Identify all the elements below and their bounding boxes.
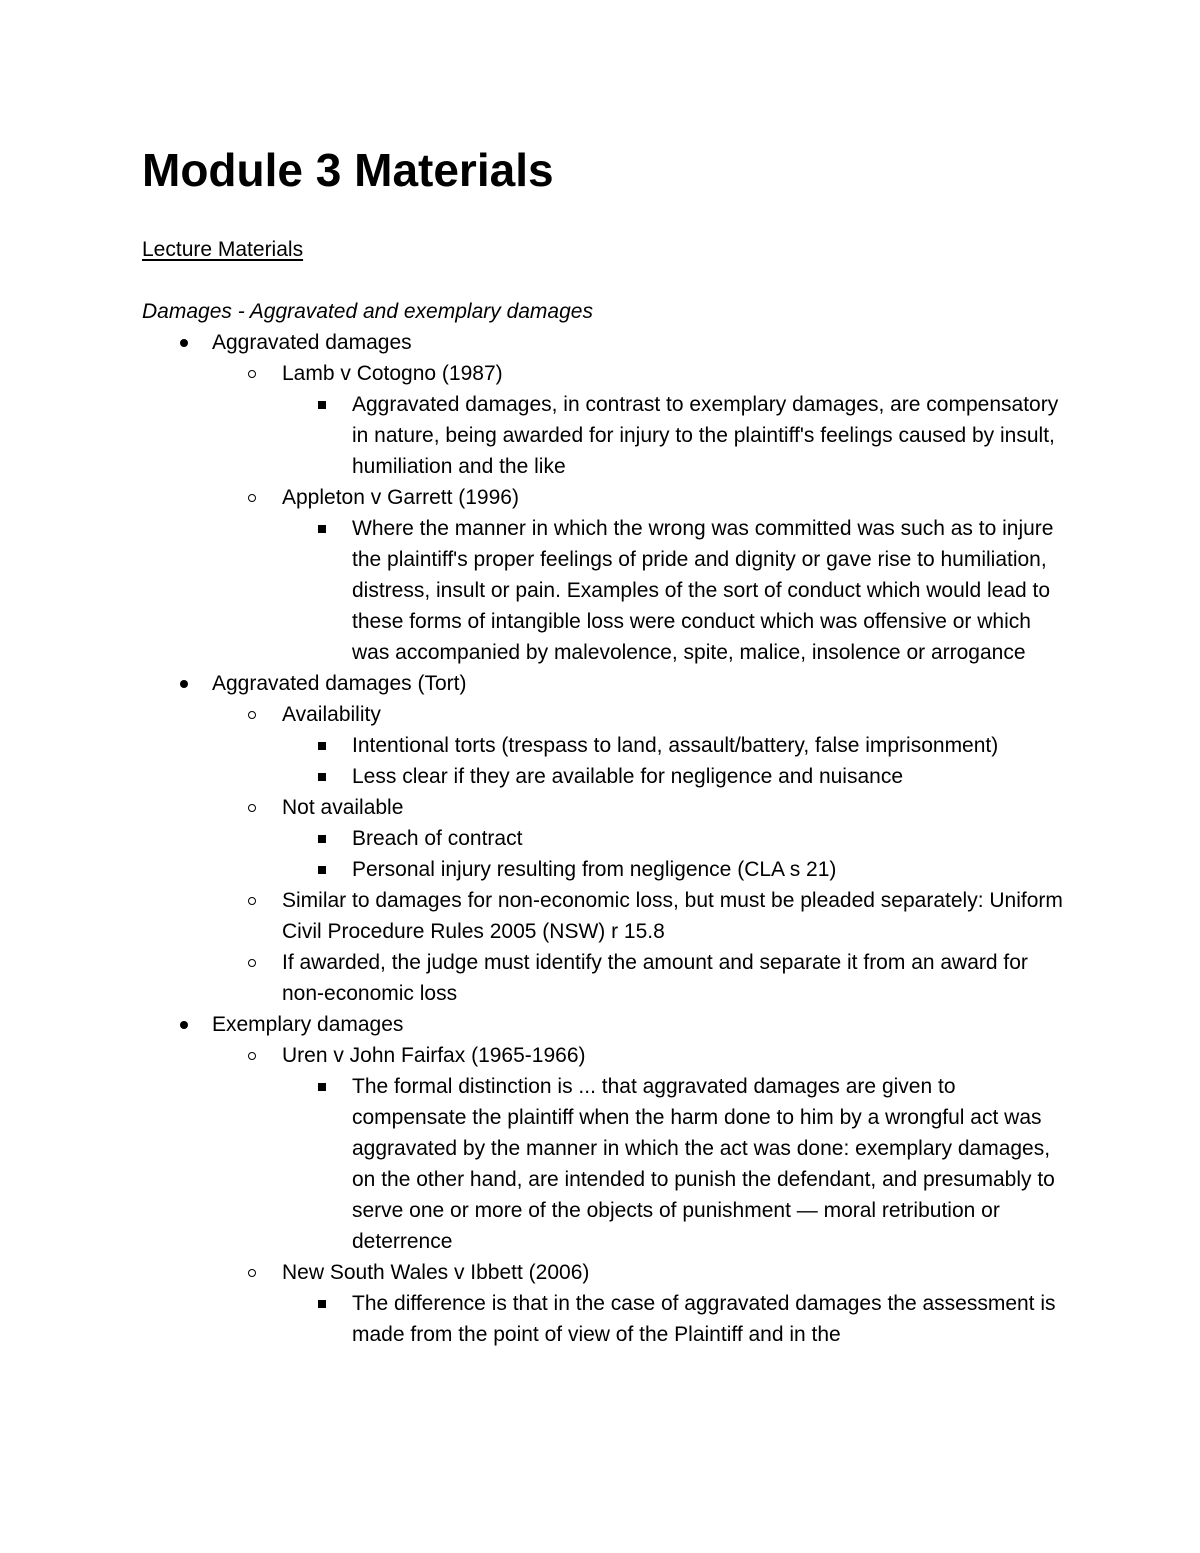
bullet-marker	[282, 1071, 352, 1102]
list-item	[282, 761, 1072, 792]
bullet-marker	[212, 947, 282, 978]
bullet-circle-icon	[248, 1269, 256, 1277]
bullet-marker	[212, 792, 282, 823]
bullet-disc-icon	[180, 680, 188, 688]
bullet-marker	[212, 699, 282, 730]
bullet-circle-icon	[248, 804, 256, 812]
list-item-text: Where the manner in which the wrong was committed was such as to injure the plaintiff's proper feelings of pride and dignity or gave rise to humiliation, distress, insult or pain. Examples of the sort of conduct which would lead to these forms of intangible loss were conduct which was offensive or which was accompanied by malevolence, spite, malice, insolence or arrogance	[352, 517, 1054, 664]
list-item-text: The difference is that in the case of aggravated damages the assessment is made from the point of view of the Plaintiff and in the	[352, 1292, 1056, 1346]
bullet-marker	[282, 513, 352, 544]
bullet-list	[142, 327, 1072, 1350]
list-item	[282, 730, 1072, 761]
list-item	[212, 1257, 1072, 1350]
list-item-text: Similar to damages for non-economic loss, but must be pleaded separately: Uniform Civil Procedure Rules 2005 (NSW) r 15.8	[282, 889, 1063, 943]
bullet-marker	[212, 885, 282, 916]
bullet-marker	[212, 482, 282, 513]
section-heading: Damages - Aggravated and exemplary damages	[142, 300, 593, 323]
list-item-text: Less clear if they are available for negligence and nuisance	[352, 765, 904, 788]
bullet-marker	[282, 854, 352, 885]
list-item	[212, 947, 1072, 1009]
bullet-marker	[282, 1288, 352, 1319]
sub-list	[282, 513, 1072, 668]
page-title: Module 3 Materials	[142, 144, 554, 196]
list-item	[212, 699, 1072, 792]
sub-list	[282, 389, 1072, 482]
list-item-text: Aggravated damages (Tort)	[212, 672, 467, 695]
bullet-square-icon	[318, 742, 326, 750]
list-item-text: The formal distinction is ... that aggravated damages are given to compensate the plaintiff when the harm done to him by a wrongful act was aggravated by the manner in which the act was done: exemplary damages, on the other hand, are intended to punish the defendant, and presumably to serve one or more of the objects of punishment — moral retribution or deterrence	[352, 1075, 1055, 1253]
bullet-square-icon	[318, 525, 326, 533]
bullet-marker	[142, 327, 212, 358]
bullet-marker	[212, 1040, 282, 1071]
list-item-text: Appleton v Garrett (1996)	[282, 486, 519, 509]
notes-outline	[142, 296, 1072, 1350]
list-item-text: Uren v John Fairfax (1965-1966)	[282, 1044, 586, 1067]
sub-list	[282, 1071, 1072, 1257]
bullet-circle-icon	[248, 897, 256, 905]
bullet-square-icon	[318, 835, 326, 843]
list-item-text: Not available	[282, 796, 404, 819]
bullet-circle-icon	[248, 1052, 256, 1060]
list-item	[212, 358, 1072, 482]
bullet-square-icon	[318, 1300, 326, 1308]
list-item	[212, 1040, 1072, 1257]
sub-list	[212, 699, 1072, 1009]
sub-list	[212, 1040, 1072, 1350]
list-item	[282, 1071, 1072, 1257]
bullet-square-icon	[318, 773, 326, 781]
sub-list	[282, 730, 1072, 792]
list-item-text: Availability	[282, 703, 381, 726]
bullet-marker	[142, 668, 212, 699]
bullet-circle-icon	[248, 370, 256, 378]
list-item-text: Intentional torts (trespass to land, assault/battery, false imprisonment)	[352, 734, 999, 757]
bullet-marker	[282, 389, 352, 420]
list-item-text: Breach of contract	[352, 827, 523, 850]
bullet-disc-icon	[180, 1021, 188, 1029]
sub-list	[212, 358, 1072, 668]
list-item-text: Aggravated damages, in contrast to exemplary damages, are compensatory in nature, being awarded for injury to the plaintiff's feelings caused by insult, humiliation and the like	[352, 393, 1059, 478]
list-item	[282, 823, 1072, 854]
list-item	[212, 482, 1072, 668]
bullet-square-icon	[318, 401, 326, 409]
list-item	[282, 854, 1072, 885]
bullet-square-icon	[318, 866, 326, 874]
sub-list	[282, 823, 1072, 885]
list-item	[142, 668, 1072, 1009]
list-item	[142, 327, 1072, 668]
list-item-text: If awarded, the judge must identify the amount and separate it from an award for non-economic loss	[282, 951, 1028, 1005]
list-item-text: Lamb v Cotogno (1987)	[282, 362, 503, 385]
bullet-square-icon	[318, 1083, 326, 1091]
list-item-text: New South Wales v Ibbett (2006)	[282, 1261, 590, 1284]
list-item	[142, 1009, 1072, 1350]
list-item	[282, 513, 1072, 668]
list-item	[212, 792, 1072, 885]
bullet-circle-icon	[248, 959, 256, 967]
list-item-text: Personal injury resulting from negligence (CLA s 21)	[352, 858, 837, 881]
bullet-marker	[282, 730, 352, 761]
list-item-text: Exemplary damages	[212, 1013, 404, 1036]
bullet-marker	[142, 1009, 212, 1040]
bullet-disc-icon	[180, 339, 188, 347]
bullet-marker	[282, 823, 352, 854]
lecture-materials-heading: Lecture Materials	[142, 238, 304, 261]
bullet-circle-icon	[248, 494, 256, 502]
sub-list	[282, 1288, 1072, 1350]
bullet-marker	[282, 761, 352, 792]
list-item	[282, 1288, 1072, 1350]
bullet-marker	[212, 1257, 282, 1288]
list-item-text: Aggravated damages	[212, 331, 412, 354]
bullet-circle-icon	[248, 711, 256, 719]
bullet-marker	[212, 358, 282, 389]
list-item	[212, 885, 1072, 947]
list-item	[282, 389, 1072, 482]
